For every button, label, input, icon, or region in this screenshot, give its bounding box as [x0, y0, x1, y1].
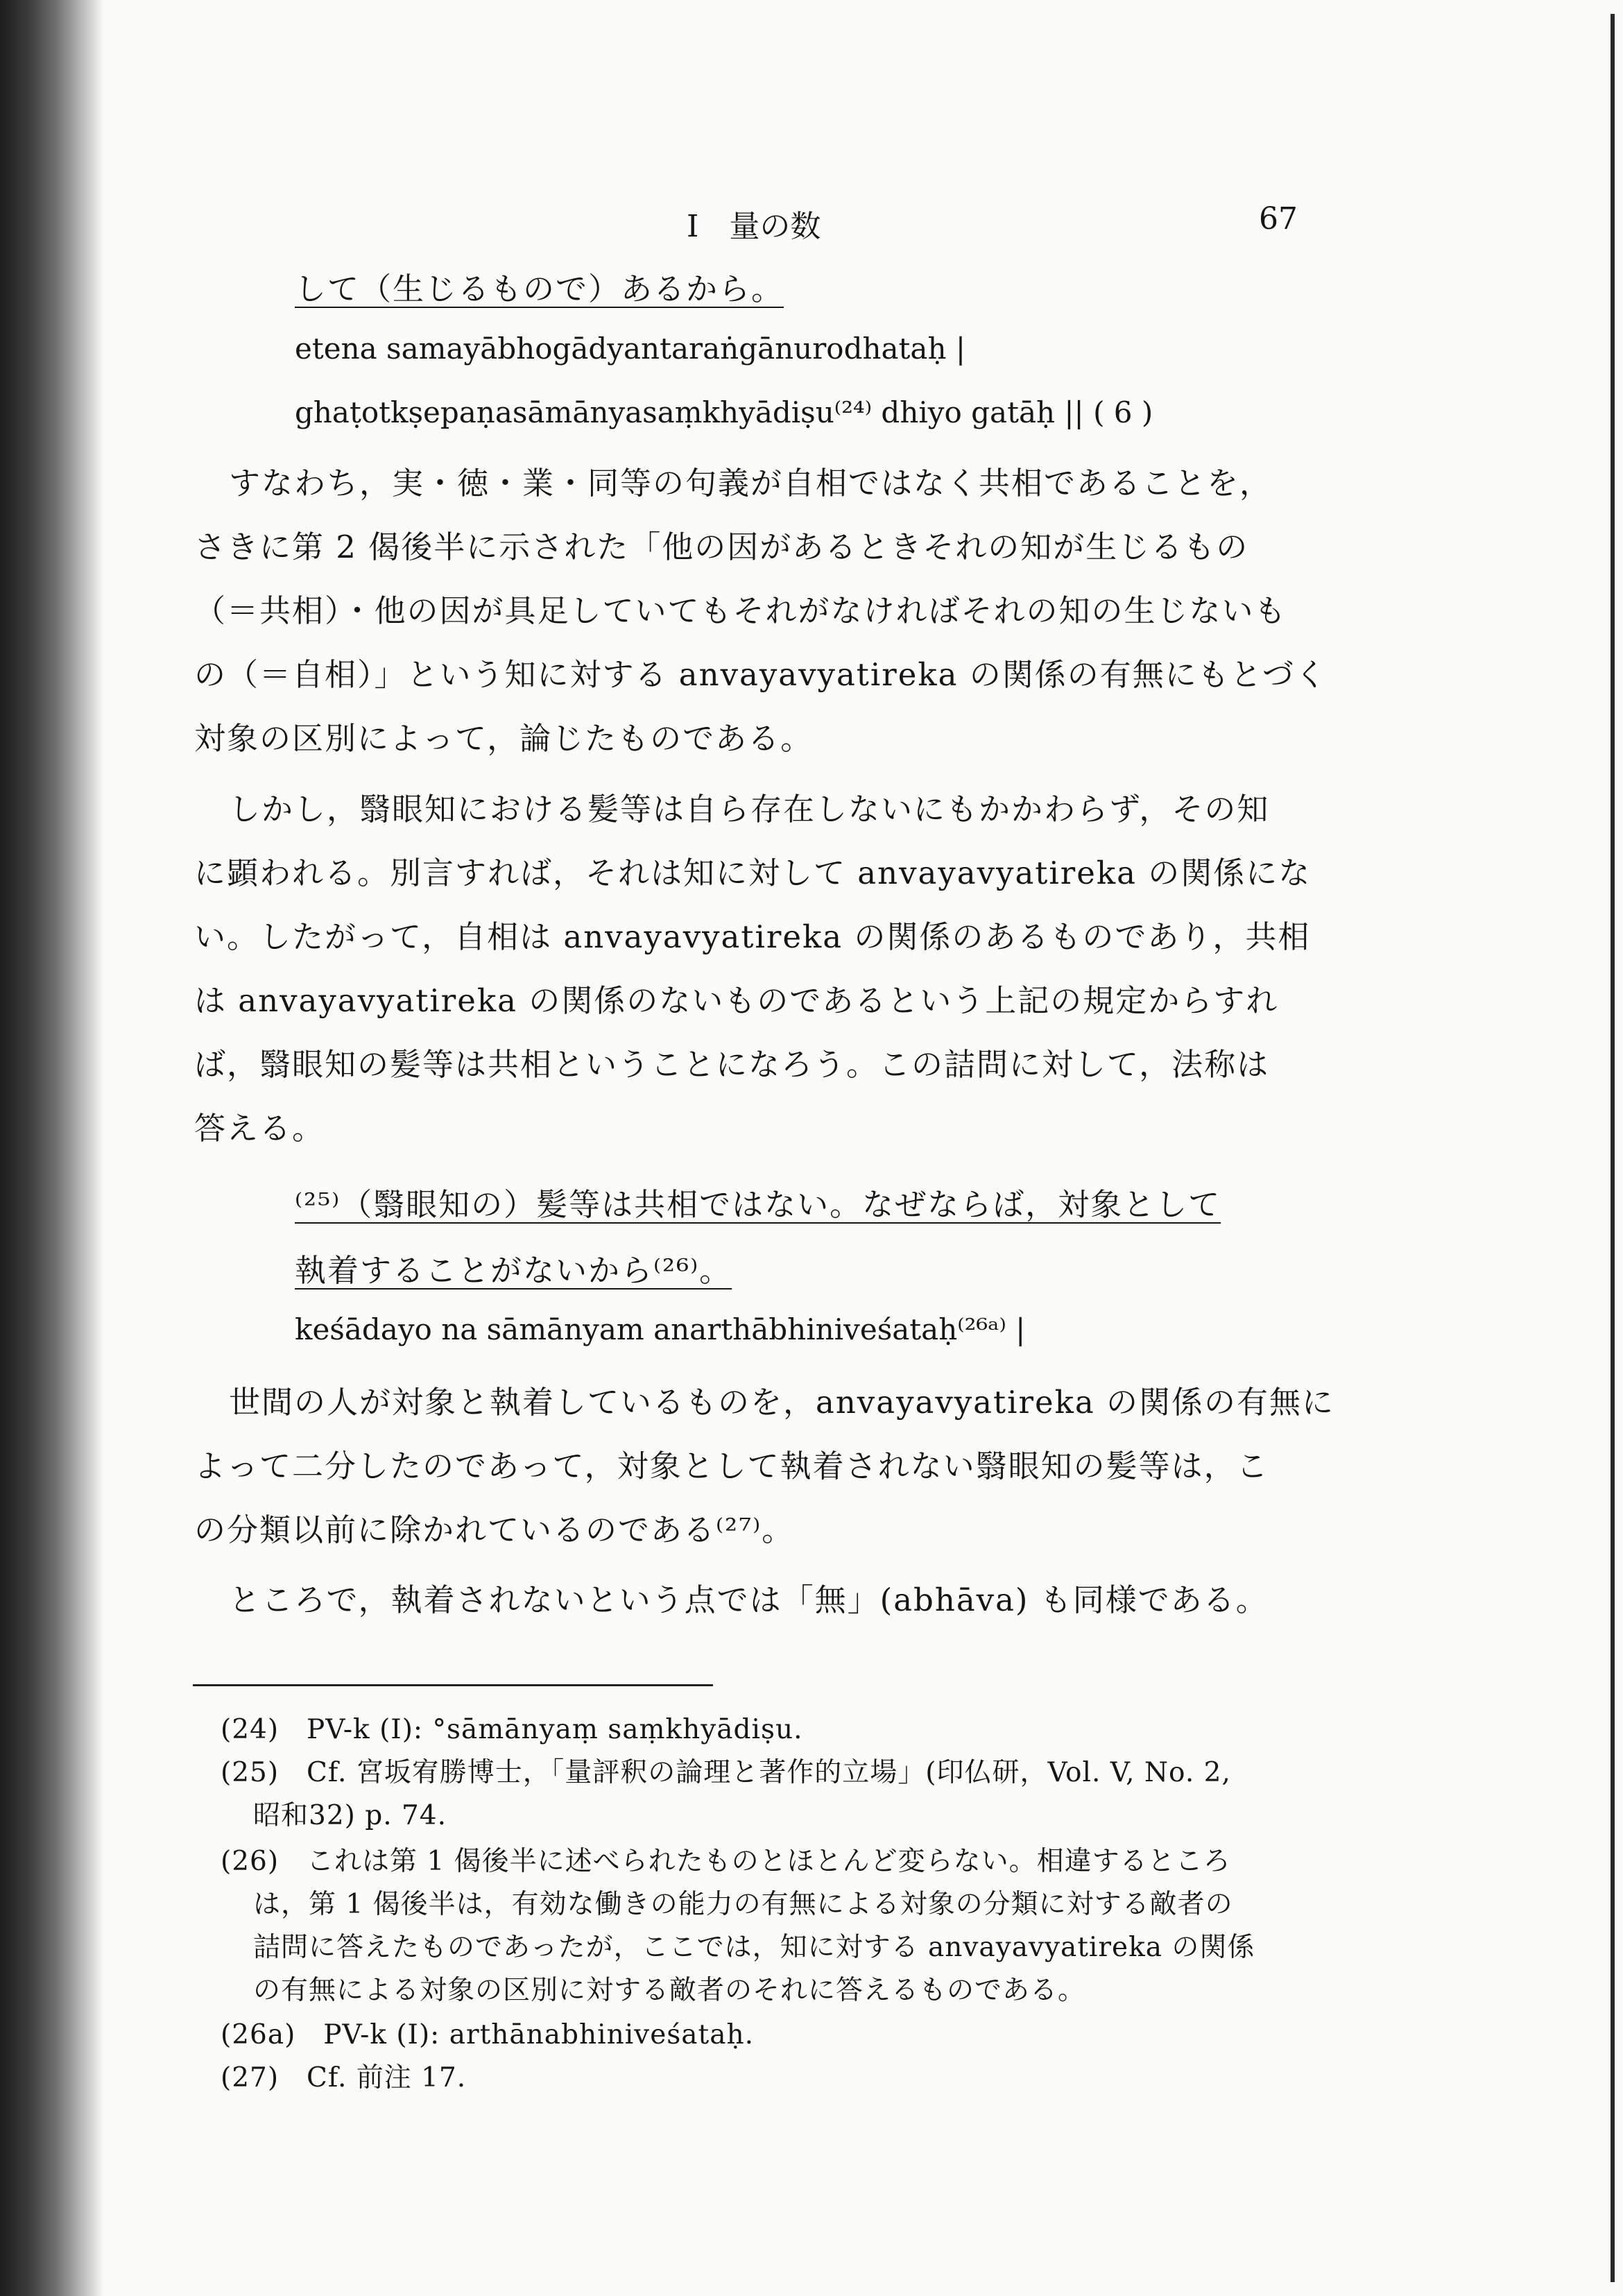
paragraph-line: しかし，翳眼知における髪等は自ら存在しないにもかかわらず，その知: [229, 791, 1270, 828]
paragraph-line: 世間の人が対象と執着しているものを，anvayavyatireka の関係の有無に: [229, 1384, 1335, 1421]
footnote-26-cont: の有無による対象の区別に対する敵者のそれに答えるものである。: [253, 1975, 1086, 2006]
footnote-26a: (26a) PV-k (I): arthānabhiniveśataḥ.: [221, 2019, 754, 2050]
verse-translation-line: して（生じるもので）あるから。: [295, 271, 784, 307]
footnote-26-cont: 詰問に答えたものであったが，ここでは，知に対する anvayavyatireka の関係: [253, 1932, 1255, 1963]
page-number: 67: [1259, 201, 1298, 237]
sanskrit-verse-line: etena samayābhogādyantaraṅgānurodhataḥ |: [295, 332, 966, 366]
paragraph-line: 答える。: [194, 1110, 325, 1147]
sanskrit-verse-line: keśādayo na sāmānyam anarthābhiniveśataḥ⁽²⁶ᵃ⁾ |: [295, 1312, 1026, 1346]
paragraph-line: ば，翳眼知の髪等は共相ということになろう。この詰問に対して，法称は: [194, 1046, 1270, 1083]
paragraph-line: い。したがって，自相は anvayavyatireka の関係のあるものであり，共相: [194, 918, 1311, 955]
paragraph-line: の分類以前に除かれているのである⁽²⁷⁾。: [194, 1511, 795, 1548]
paragraph-line: よって二分したのであって，対象として執着されない翳眼知の髪等は，こ: [194, 1448, 1269, 1484]
footnote-27: (27) Cf. 前注 17.: [221, 2062, 467, 2093]
footnote-25-cont: 昭和32) p. 74.: [253, 1800, 447, 1831]
footnote-24: (24) PV-k (I): °sāmānyaṃ saṃkhyādiṣu.: [221, 1714, 803, 1745]
sanskrit-verse-line: ghaṭotkṣepaṇasāmānyasaṃkhyādiṣu⁽²⁴⁾ dhiyo gatāḥ || ( 6 ): [295, 395, 1153, 429]
paragraph-line: すなわち，実・徳・業・同等の句義が自相ではなく共相であることを，: [229, 465, 1273, 502]
paragraph-line: に顕われる。別言すれば，それは知に対して anvayavyatireka の関係にな: [194, 855, 1312, 891]
verse-translation-line: ⁽²⁵⁾（翳眼知の）髪等は共相ではない。なぜならば，対象として: [295, 1186, 1221, 1223]
paragraph-line: （＝共相）・他の因が具足していてもそれがなければそれの知の生じないも: [194, 592, 1287, 629]
paragraph-line: さきに第 2 偈後半に示された「他の因があるときそれの知が生じるもの: [194, 529, 1249, 565]
footnote-26: (26) これは第 1 偈後半に述べられたものとほとんど変らない。相違するところ: [221, 1846, 1231, 1877]
scan-left-edge-shadow: [0, 0, 104, 2296]
scan-right-edge: [1611, 14, 1615, 2282]
paragraph-line: は anvayavyatireka の関係のないものであるという上記の規定からすれ: [194, 982, 1279, 1019]
footnote-rule: [193, 1684, 713, 1686]
paragraph-line: ところで，執着されないという点では「無」(abhāva) も同様である。: [229, 1582, 1269, 1618]
chapter-title: I 量の数: [687, 209, 821, 244]
verse-translation-line: 執着することがないから⁽²⁶⁾。: [295, 1252, 732, 1289]
paragraph-line: 対象の区別によって，論じたものである。: [194, 720, 814, 757]
running-header: [0, 201, 1623, 250]
paragraph-line: の（＝自相）」という知に対する anvayavyatireka の関係の有無にもとづく: [194, 656, 1328, 693]
footnote-26-cont: は，第 1 偈後半は，有効な働きの能力の有無による対象の分類に対する敵者の: [253, 1889, 1233, 1920]
footnote-25: (25) Cf. 宮坂宥勝博士，「量評釈の論理と著作的立場」(印仏研，Vol. V, No. 2,: [221, 1757, 1231, 1788]
